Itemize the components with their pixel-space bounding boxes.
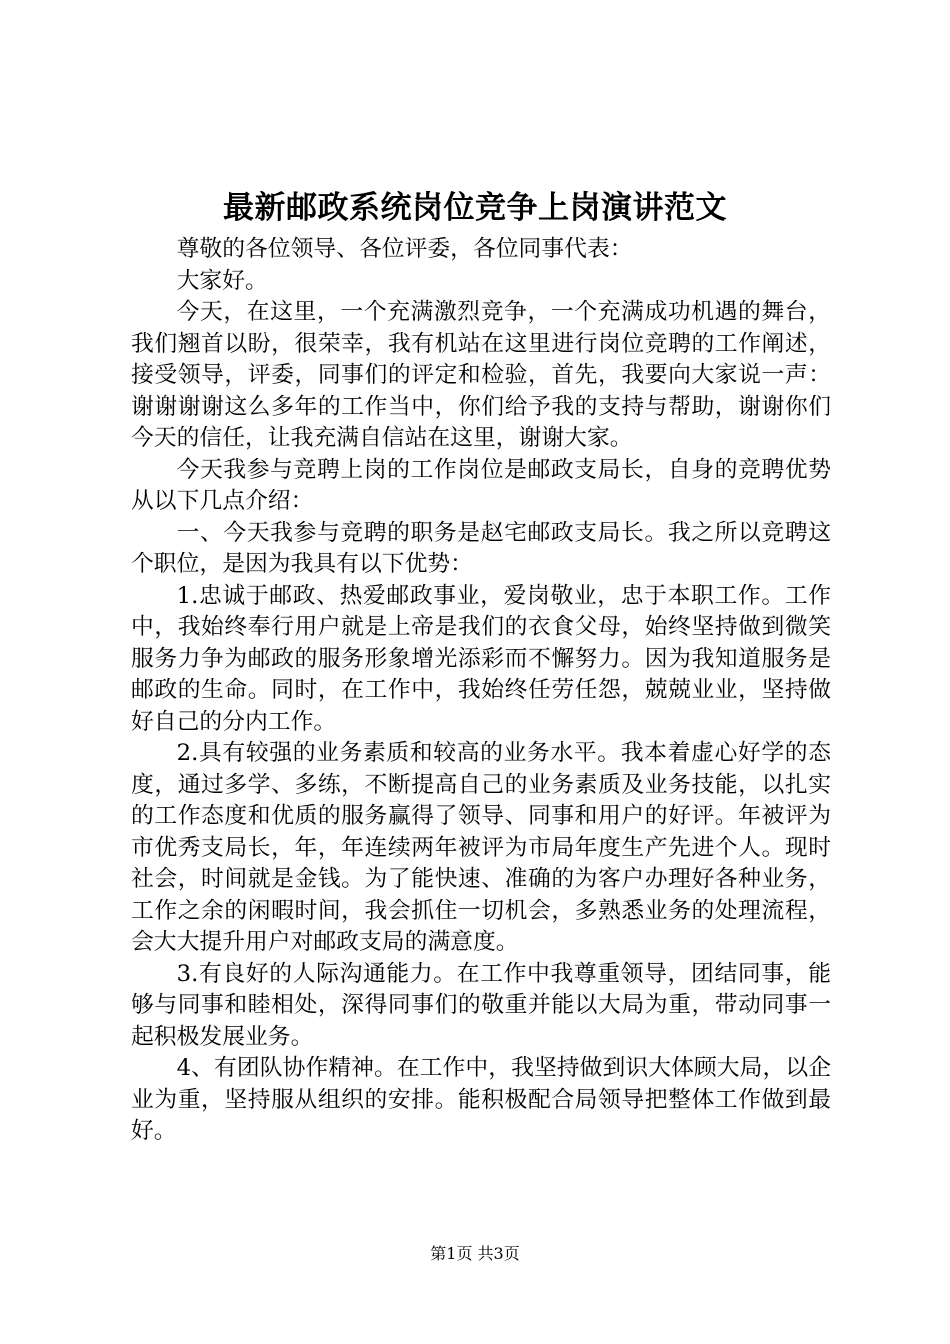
paragraph-point-3: 3.有良好的人际沟通能力。在工作中我尊重领导，团结同事，能够与同事和睦相处，深得同事们的敬重并能以大局为重，带动同事一起积极发展业务。 bbox=[131, 960, 831, 1050]
paragraph-greeting: 大家好。 bbox=[176, 267, 268, 294]
document-body bbox=[131, 234, 831, 1148]
paragraph-position: 今天我参与竞聘上岗的工作岗位是邮政支局长，自身的竞聘优势从以下几点介绍： bbox=[131, 456, 831, 514]
paragraph-salutation: 尊敬的各位领导、各位评委，各位同事代表： bbox=[176, 236, 633, 262]
paragraph-section-one: 一、今天我参与竞聘的职务是赵宅邮政支局长。我之所以竞聘这个职位，是因为我具有以下优势： bbox=[131, 519, 831, 577]
document-title: 最新邮政系统岗位竞争上岗演讲范文 bbox=[223, 190, 727, 226]
page-footer: 第1页 共3页 bbox=[430, 1244, 520, 1263]
paragraph-point-2: 2.具有较强的业务素质和较高的业务水平。我本着虚心好学的态度，通过多学、多练，不断提高自己的业务素质及业务技能，以扎实的工作态度和优质的服务赢得了领导、同事和用户的好评。年被评为市优秀支局长，年，年连续两年被评为市局年度生产先进个人。现时社会，时间就是金钱。为了能快速、准确的为客户办理好各种业务，工作之余的闲暇时间，我会抓住一切机会，多熟悉业务的处理流程，会大大提升用户对邮政支局的满意度。 bbox=[131, 740, 831, 955]
paragraph-intro: 今天，在这里，一个充满激烈竞争，一个充满成功机遇的舞台，我们翘首以盼，很荣幸，我有机站在这里进行岗位竞聘的工作阐述，接受领导，评委，同事们的评定和检验，首先，我要向大家说一声：谢谢谢谢这么多年的工作当中，你们给予我的支持与帮助，谢谢你们今天的信任，让我充满自信站在这里，谢谢大家。 bbox=[131, 299, 831, 451]
paragraph-point-1: 1.忠诚于邮政、热爱邮政事业，爱岗敬业，忠于本职工作。工作中，我始终奉行用户就是上帝是我们的衣食父母，始终坚持做到微笑服务力争为邮政的服务形象增光添彩而不懈努力。因为我知道服务是邮政的生命。同时，在工作中，我始终任劳任怨，兢兢业业，坚持做好自己的分内工作。 bbox=[131, 582, 831, 735]
paragraph-point-4: 4、有团队协作精神。在工作中，我坚持做到识大体顾大局，以企业为重，坚持服从组织的安排。能积极配合局领导把整体工作做到最好。 bbox=[131, 1055, 831, 1144]
